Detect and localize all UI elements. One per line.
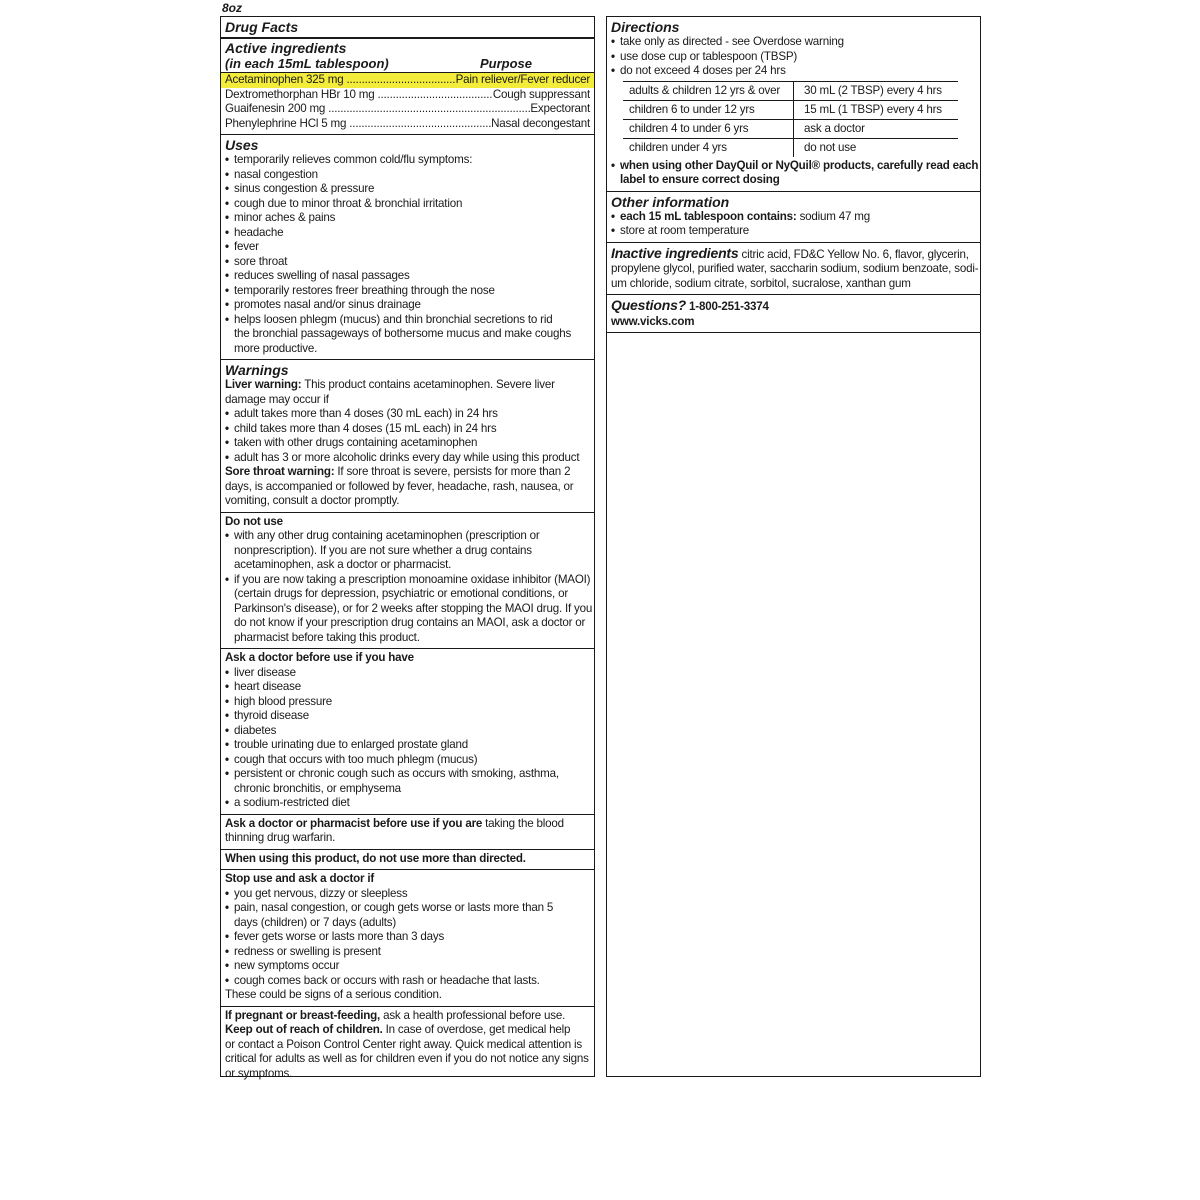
age-group-cell: children 6 to under 12 yrs [623, 100, 794, 119]
table-row [623, 100, 958, 119]
ask-pharmacist-section [221, 815, 594, 850]
keep-out-cont: critical for adults as well as for children even if you do not notice any signs [225, 1052, 589, 1065]
stop-use-section [221, 870, 594, 1007]
dayquil-note: • when using other DayQuil or NyQuil® products, carefully read each label to ensure correct dosing [611, 158, 979, 186]
ask-doctor-section [221, 649, 594, 815]
list-item: • thyroid disease [225, 709, 309, 722]
ingredient-row [225, 88, 590, 103]
list-item: • helps loosen phlegm (mucus) and thin bronchial secretions to rid the bronchial passageways of bothersome mucus and make coughs more productive. [225, 312, 572, 355]
list-item: • adult takes more than 4 doses (30 mL each) in 24 hrs [225, 407, 498, 420]
pregnancy-text: If pregnant or breast-feeding, ask a health professional before use. [225, 1008, 566, 1022]
sore-throat-warning-cont: days, is accompanied or followed by fever, headache, rash, nausea, or [225, 479, 574, 493]
sore-throat-warning-cont: vomiting, consult a doctor promptly. [225, 494, 400, 507]
directions-section [607, 17, 980, 192]
list-item: • do not exceed 4 doses per 24 hrs [611, 64, 786, 77]
purpose-heading: Purpose [479, 56, 532, 71]
active-ingredients-subheading [225, 56, 590, 72]
do-not-use-section [221, 513, 594, 650]
list-item: • reduces swelling of nasal passages [225, 269, 410, 282]
active-sub-label: (in each 15mL tablespoon) [225, 56, 389, 71]
ingredient-purpose: Cough suppressant [492, 87, 590, 101]
list-item: • cough comes back or occurs with rash or headache that lasts. [225, 973, 540, 987]
sore-throat-warning: Sore throat warning: If sore throat is severe, persists for more than 2 [225, 465, 571, 478]
inactive-ingredients-cont: propylene glycol, purified water, saccharin sodium, sodium benzoate, sodi- [611, 262, 979, 275]
when-using-section [221, 850, 594, 871]
active-ingredients-section [221, 17, 594, 135]
website-link[interactable]: www.vicks.com [611, 314, 695, 328]
list-item: • nasal congestion [225, 167, 318, 181]
uses-section [221, 135, 594, 360]
drug-facts-right-panel [606, 16, 981, 1077]
keep-out-cont: or contact a Poison Control Center right away. Quick medical attention is [225, 1037, 583, 1051]
drug-facts-left-panel [220, 16, 595, 1080]
ask-doctor-heading: Ask a doctor before use if you have [225, 651, 414, 664]
ingredient-name: Phenylephrine HCl 5 mg ..... [225, 117, 491, 132]
table-row [623, 138, 958, 157]
list-item: • a sodium-restricted diet [225, 796, 350, 809]
table-row [623, 119, 958, 138]
list-item: • sore throat [225, 254, 288, 268]
list-item: • persistent or chronic cough such as occurs with smoking, asthma, chronic bronchitis, or emphysema [225, 767, 559, 795]
liver-warning: Liver warning: This product contains acetaminophen. Severe liver [225, 378, 555, 391]
dose-cell: 15 mL (1 TBSP) every 4 hrs [794, 100, 959, 119]
other-information-heading: Other information [611, 193, 730, 210]
questions-heading: Questions? [611, 297, 687, 313]
list-item: • take only as directed - see Overdose warning [611, 35, 844, 48]
ingredient-name: Dextromethorphan HBr 10 mg ..... [225, 88, 493, 103]
list-item: • each 15 mL tablespoon contains: sodium 47 mg [611, 209, 871, 223]
questions-section [607, 295, 980, 333]
age-group-cell: adults & children 12 yrs & over [623, 81, 794, 100]
keep-out-cont: or symptoms. [225, 1066, 293, 1080]
ingredient-name: Guaifenesin 200 mg ..... [225, 102, 530, 117]
inactive-ingredients-section [607, 243, 980, 296]
list-item: • high blood pressure [225, 694, 333, 708]
list-item: • with any other drug containing acetaminophen (prescription or nonprescription). If you are not sure whether a drug contains acetaminophen, ask a doctor or pharmacist. [225, 529, 540, 571]
keep-out-text: Keep out of reach of children. In case of overdose, get medical help [225, 1023, 571, 1036]
age-group-cell: children 4 to under 6 yrs [623, 119, 794, 138]
questions-line [611, 297, 976, 315]
title-rule [221, 37, 594, 39]
list-item: • liver disease [225, 665, 296, 679]
list-item: • pain, nasal congestion, or cough gets worse or lasts more than 5 days (children) or 7 days (adults) [225, 901, 554, 929]
list-item: • sinus congestion & pressure [225, 182, 375, 195]
list-item: • temporarily relieves common cold/flu symptoms: [225, 153, 473, 166]
active-ingredients-heading: Active ingredients [225, 40, 347, 56]
inactive-ingredients-line: Inactive ingredients citric acid, FD&C Yellow No. 6, flavor, glycerin, [611, 244, 969, 261]
liver-warning-cont: damage may occur if [225, 392, 329, 406]
list-item: • child takes more than 4 doses (15 mL each) in 24 hrs [225, 421, 497, 435]
stop-use-footer: These could be signs of a serious condition. [225, 988, 442, 1001]
do-not-use-heading: Do not use [225, 514, 283, 528]
ingredient-purpose: Pain reliever/Fever reducer [455, 73, 590, 86]
ask-pharmacist-cont: thinning drug warfarin. [225, 831, 336, 844]
pregnancy-section [221, 1007, 594, 1085]
size-label: 8oz [222, 1, 243, 15]
ingredient-name: Acetaminophen 325 mg ..... [225, 73, 456, 88]
age-group-cell: children under 4 yrs [623, 138, 794, 157]
table-row [623, 81, 958, 100]
ingredient-purpose: Nasal decongestant [491, 116, 590, 130]
ingredient-row [225, 102, 590, 117]
list-item: • minor aches & pains [225, 211, 336, 224]
stop-use-heading: Stop use and ask a doctor if [225, 872, 375, 885]
list-item: • fever gets worse or lasts more than 3 days [225, 930, 445, 943]
warnings-heading: Warnings [225, 362, 289, 378]
uses-heading: Uses [225, 137, 259, 153]
inactive-ingredients-heading: Inactive ingredients [611, 244, 739, 261]
list-item: • adult has 3 or more alcoholic drinks every day while using this product [225, 450, 580, 464]
list-item: • fever [225, 240, 259, 253]
list-item: • redness or swelling is present [225, 944, 381, 958]
list-item: • store at room temperature [611, 224, 750, 237]
drug-facts-title: Drug Facts [225, 19, 299, 35]
ingredient-row [225, 117, 590, 132]
list-item: • if you are now taking a prescription monoamine oxidase inhibitor (MAOI) (certain drugs for depression, psychiatric or emotional conditions, or Parkinson's disease), or for 2 weeks after stopping the MAOI drug. If you do not know if your prescription drug contains an MAOI, ask a doctor or pharmacist before taking this product. [225, 572, 593, 644]
list-item: • promotes nasal and/or sinus drainage [225, 298, 421, 311]
phone-number: 1-800-251-3374 [686, 300, 769, 313]
dose-cell: 30 mL (2 TBSP) every 4 hrs [794, 81, 959, 100]
dose-cell: ask a doctor [794, 119, 959, 138]
ask-pharmacist-text: Ask a doctor or pharmacist before use if you are taking the blood [225, 816, 564, 830]
list-item: • trouble urinating due to enlarged prostate gland [225, 738, 469, 751]
warnings-section [221, 360, 594, 513]
when-using-text: When using this product, do not use more than directed. [225, 851, 526, 865]
list-item: • diabetes [225, 723, 277, 737]
inactive-ingredients-cont: um chloride, sodium citrate, sorbitol, sucralose, xanthan gum [611, 276, 911, 290]
list-item: • cough due to minor throat & bronchial irritation [225, 196, 463, 210]
list-item: • temporarily restores freer breathing through the nose [225, 283, 495, 297]
other-information-section [607, 192, 980, 243]
list-item: • you get nervous, dizzy or sleepless [225, 886, 408, 900]
list-item: • use dose cup or tablespoon (TBSP) [611, 49, 798, 63]
ingredient-purpose: Expectorant [530, 102, 590, 115]
directions-heading: Directions [611, 19, 680, 35]
list-item: • headache [225, 225, 284, 239]
list-item: • new symptoms occur [225, 959, 340, 972]
list-item: • cough that occurs with too much phlegm (mucus) [225, 752, 478, 766]
ingredient-row [221, 73, 594, 88]
list-item: • taken with other drugs containing acetaminophen [225, 436, 478, 449]
dosage-table [623, 81, 958, 157]
list-item: • heart disease [225, 680, 302, 693]
dose-cell: do not use [804, 140, 857, 154]
